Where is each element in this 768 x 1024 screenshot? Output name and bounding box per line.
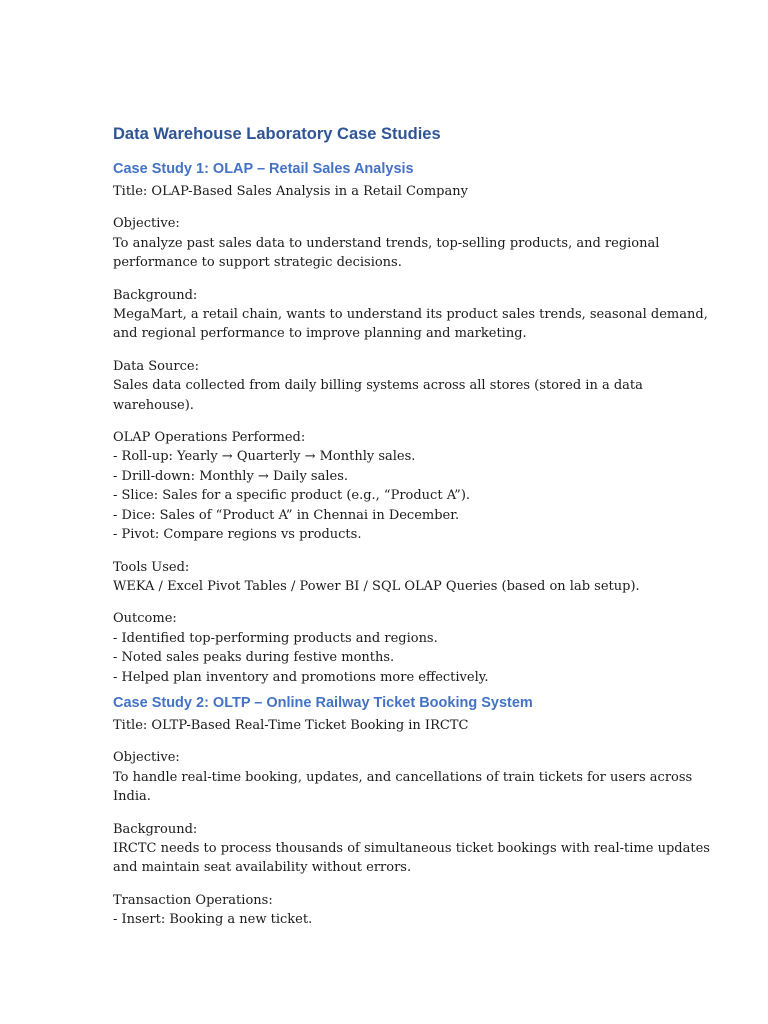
case2-background-section bbox=[113, 820, 708, 878]
case1-operation-item: - Dice: Sales of “Product A” in Chennai in December. bbox=[113, 507, 460, 523]
case1-outcome-label: Outcome: bbox=[113, 611, 177, 627]
case2-objective-line: India. bbox=[113, 789, 151, 805]
case2-background-label: Background: bbox=[113, 821, 198, 837]
case1-outcome-item: - Helped plan inventory and promotions more effectively. bbox=[113, 669, 489, 685]
case-study-2-heading: Case Study 2: OLTP – Online Railway Ticket Booking System bbox=[113, 694, 533, 711]
case1-tools-label: Tools Used: bbox=[113, 559, 190, 575]
case2-background-line: IRCTC needs to process thousands of simultaneous ticket bookings with real-time updates bbox=[113, 840, 710, 856]
case1-outcome-item: - Identified top-performing products and regions. bbox=[113, 630, 438, 646]
case-study-1-heading: Case Study 1: OLAP – Retail Sales Analysis bbox=[113, 161, 414, 177]
case1-objective-line: To analyze past sales data to understand trends, top-selling products, and regional bbox=[113, 235, 660, 251]
case1-operation-item: - Pivot: Compare regions vs products. bbox=[113, 527, 362, 543]
case1-tools-section bbox=[113, 558, 708, 597]
case2-background-line: and maintain seat availability without errors. bbox=[113, 860, 412, 876]
case1-background-line: MegaMart, a retail chain, wants to understand its product sales trends, seasonal demand, bbox=[113, 307, 708, 323]
case1-objective-line: performance to support strategic decisions. bbox=[113, 255, 402, 271]
case1-title-paragraph bbox=[113, 182, 708, 201]
case1-data-source-line: Sales data collected from daily billing systems across all stores (stored in a data bbox=[113, 378, 643, 394]
document-title: Data Warehouse Laboratory Case Studies bbox=[113, 125, 441, 143]
case2-title-paragraph bbox=[113, 716, 708, 735]
case1-data-source-section bbox=[113, 357, 708, 415]
case1-title-line: Title: OLAP-Based Sales Analysis in a Retail Company bbox=[113, 184, 468, 199]
case1-operation-item: - Drill-down: Monthly → Daily sales. bbox=[113, 468, 348, 484]
case1-operations-label: OLAP Operations Performed: bbox=[113, 430, 306, 446]
case2-objective-label: Objective: bbox=[113, 750, 180, 766]
case2-transactions-section bbox=[113, 891, 708, 930]
case1-operations-section bbox=[113, 428, 708, 544]
case2-transaction-item: - Insert: Booking a new ticket. bbox=[113, 912, 313, 928]
case1-operation-item: - Roll-up: Yearly → Quarterly → Monthly sales. bbox=[113, 449, 416, 465]
case1-outcome-item: - Noted sales peaks during festive months. bbox=[113, 650, 395, 666]
case1-objective-section bbox=[113, 214, 708, 272]
case1-background-line: and regional performance to improve planning and marketing. bbox=[113, 326, 527, 342]
case1-operation-item: - Slice: Sales for a specific product (e.g., “Product A”). bbox=[113, 488, 471, 504]
case2-transactions-label: Transaction Operations: bbox=[113, 892, 273, 908]
case1-tools-line: WEKA / Excel Pivot Tables / Power BI / SQL OLAP Queries (based on lab setup). bbox=[113, 578, 640, 594]
case1-background-section bbox=[113, 286, 708, 344]
case2-objective-section bbox=[113, 748, 708, 806]
case1-objective-label: Objective: bbox=[113, 216, 180, 232]
case1-data-source-line: warehouse). bbox=[113, 397, 194, 413]
case1-background-label: Background: bbox=[113, 287, 198, 303]
case1-outcome-section bbox=[113, 609, 708, 687]
case2-objective-line: To handle real-time booking, updates, and cancellations of train tickets for users across bbox=[113, 769, 693, 785]
case1-data-source-label: Data Source: bbox=[113, 358, 199, 374]
case2-title-line: Title: OLTP-Based Real-Time Ticket Booking in IRCTC bbox=[113, 717, 469, 733]
